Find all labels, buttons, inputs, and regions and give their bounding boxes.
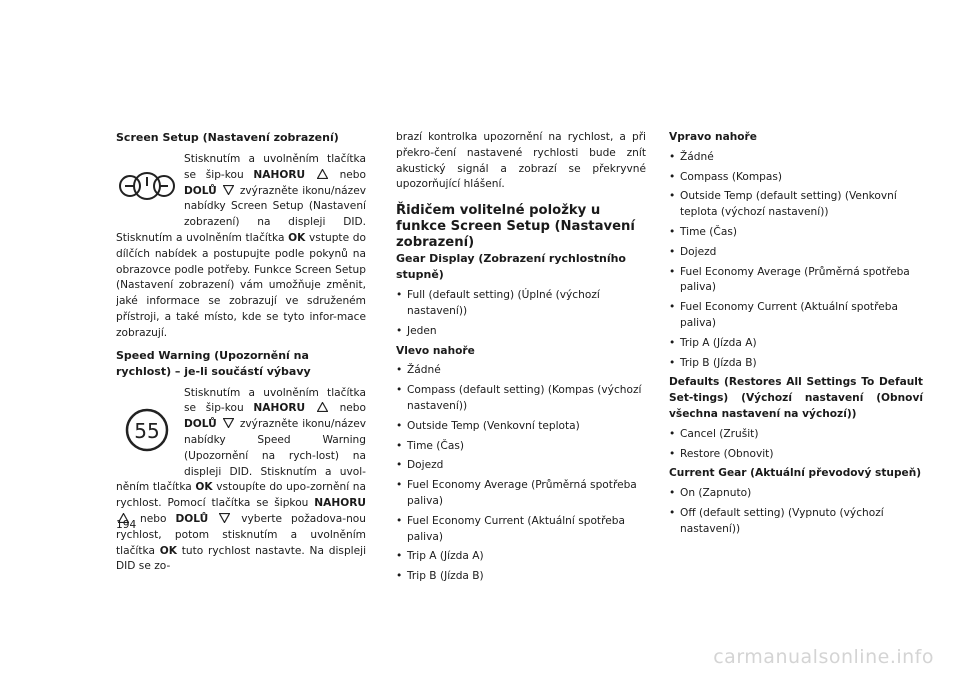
list-item: • Jeden	[396, 324, 646, 340]
defaults-list	[669, 427, 923, 463]
right-top-list	[669, 150, 923, 372]
defaults-label: Defaults (Restores All Settings To Default Set-tings) (Výchozí nastavení (Obnoví všechna nastavení na výchozí))	[669, 376, 923, 420]
list-item: • Full (default setting) (Úplné (výchozí nastavení))	[396, 288, 646, 320]
list-item: • Restore (Obnovit)	[669, 447, 923, 463]
list-item: • Trip A (Jízda A)	[669, 336, 923, 352]
gear-display-list	[396, 288, 646, 339]
middle-column	[396, 130, 646, 589]
watermark: carmanualsonline.info	[713, 646, 934, 668]
left-top-list	[396, 363, 646, 585]
arrow-up-icon	[317, 169, 328, 179]
speed-limit-icon	[125, 408, 169, 452]
arrow-down-icon	[223, 185, 234, 195]
gauges-icon	[118, 171, 176, 201]
list-item: • Fuel Economy Average (Průměrná spotřeba paliva)	[669, 265, 923, 297]
gear-display-heading: Gear Display (Zobrazení rychlostního stupně)	[396, 252, 626, 282]
left-top-label: Vlevo nahoře	[396, 344, 475, 357]
left-column	[116, 130, 366, 575]
list-item: • Compass (Kompas)	[669, 170, 923, 186]
list-item: • Trip B (Jízda B)	[669, 356, 923, 372]
list-item: • Fuel Economy Average (Průměrná spotřeba paliva)	[396, 478, 646, 510]
page-number: 194	[116, 519, 137, 531]
speed-warning-continued-text: brazí kontrolka upozornění na rychlost, a při překro-čení nastavené rychlosti bude znít akustický signál a zobrazí se překryvné upozorňující hlášení.	[396, 131, 646, 191]
speed-warning-section	[116, 386, 366, 576]
list-item: • Fuel Economy Current (Aktuální spotřeba paliva)	[669, 300, 923, 332]
screen-setup-figure	[116, 152, 178, 220]
list-item: • Dojezd	[396, 458, 646, 474]
list-item: • Žádné	[669, 150, 923, 166]
list-item: • Cancel (Zrušit)	[669, 427, 923, 443]
arrow-down-icon	[219, 513, 230, 523]
current-gear-list	[669, 486, 923, 537]
screen-setup-section	[116, 152, 366, 342]
list-item: • Trip A (Jízda A)	[396, 549, 646, 565]
list-item: • Trip B (Jízda B)	[396, 569, 646, 585]
speed-limit-value: 55	[134, 418, 160, 443]
current-gear-label: Current Gear (Aktuální převodový stupeň)	[669, 467, 922, 480]
list-item: • Fuel Economy Current (Aktuální spotřeba paliva)	[396, 514, 646, 546]
right-column	[669, 130, 923, 542]
list-item: • Compass (default setting) (Kompas (výchozí nastavení))	[396, 383, 646, 415]
driver-selectable-heading: Řidičem volitelné položky u funkce Screen Setup (Nastavení zobrazení)	[396, 203, 635, 251]
list-item: • Outside Temp (Venkovní teplota)	[396, 419, 646, 435]
right-top-label: Vpravo nahoře	[669, 131, 757, 143]
list-item: • Time (Čas)	[396, 439, 646, 455]
list-item: • Outside Temp (default setting) (Venkovní teplota (výchozí nastavení))	[669, 189, 923, 221]
arrow-up-icon	[317, 402, 328, 412]
screen-setup-text: Stisknutím a uvolněním tlačítka se šip-kou NAHORU nebo DOLŮ zvýrazněte ikonu/název nabídky Screen Setup (Nastavení zobrazení) na displeji DID. Stisknutím a uvolněním tlačítka OK vstupte do dílčích nabídek a postupujte podle pokynů na obrazovce podle potřeby. Funkce Screen Setup (Nastavení zobrazení) vám umožňuje změnit, jaké informace se zobrazují ve sdruženém přístroji, a také místo, kde se tyto infor-mace zobrazují.	[116, 153, 366, 339]
list-item: • Time (Čas)	[669, 225, 923, 241]
speed-warning-text: Stisknutím a uvolněním tlačítka se šip-kou NAHORU nebo DOLŮ zvýrazněte ikonu/název nabídky Speed Warning (Upozornění na rych-lost) na displeji DID. Stisknutím a uvol-něním tlačítka OK vstoupíte do upo-zornění na rychlost. Pomocí tlačítka se šipkou NAHORU nebo DOLŮ vyberte požadova-nou rychlost, potom stisknutím a uvolněním tlačítka OK tuto rychlost nastavte. Na displeji DID se zo-	[116, 386, 366, 573]
list-item: • Dojezd	[669, 245, 923, 261]
screen-setup-heading: Screen Setup (Nastavení zobrazení)	[116, 131, 339, 144]
speed-warning-figure	[116, 386, 178, 474]
speed-warning-heading: Speed Warning (Upozornění na rychlost) – je-li součástí výbavy	[116, 348, 311, 378]
list-item: • On (Zapnuto)	[669, 486, 923, 502]
list-item: • Žádné	[396, 363, 646, 379]
list-item: • Off (default setting) (Vypnuto (výchozí nastavení))	[669, 506, 923, 538]
arrow-down-icon	[223, 418, 234, 428]
